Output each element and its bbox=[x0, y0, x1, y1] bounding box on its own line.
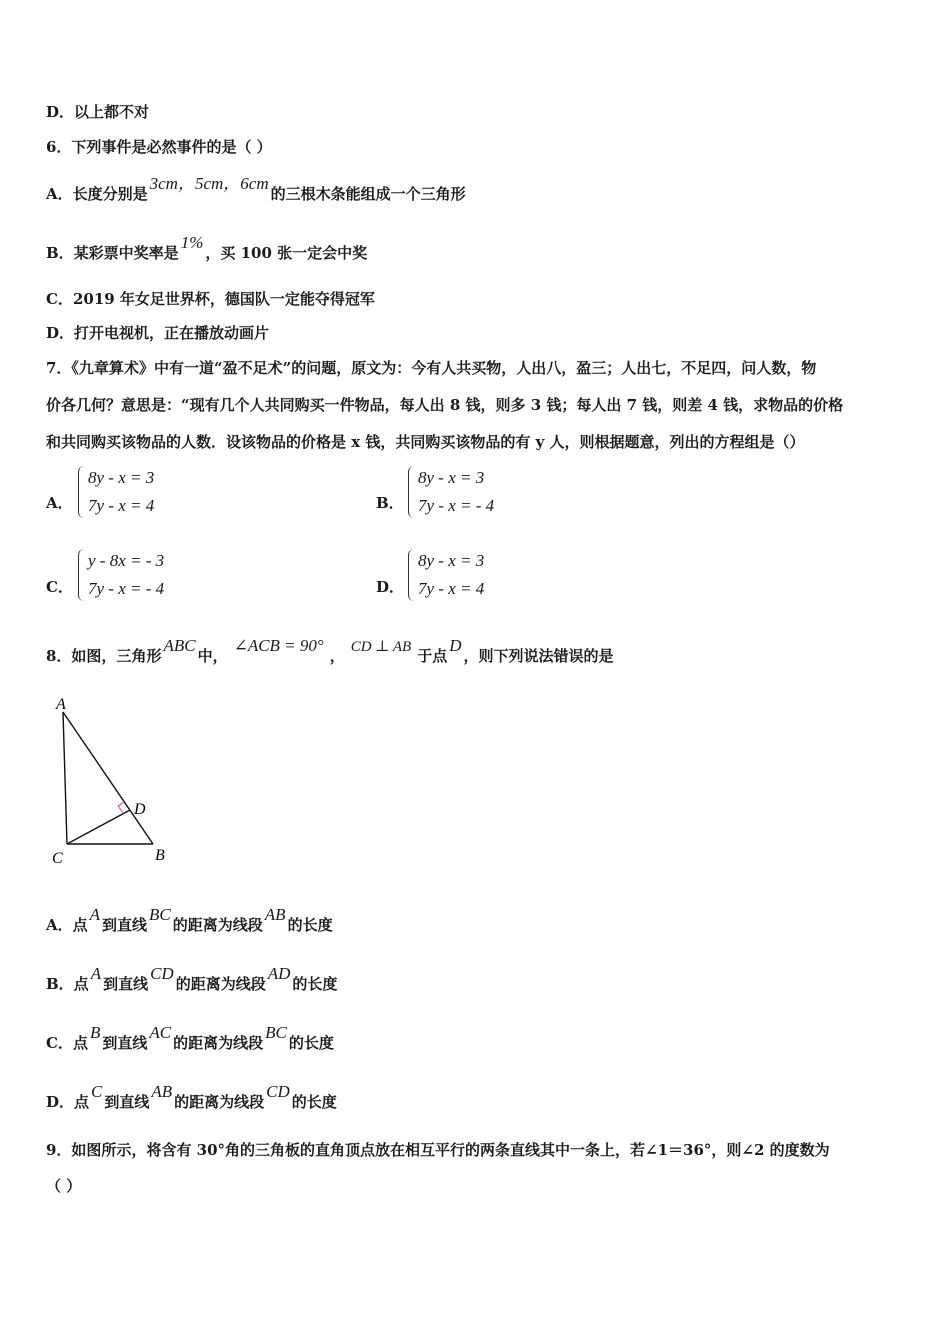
option-label: B．点 bbox=[46, 975, 89, 993]
q6-a-suffix: 的三根木条能组成一个三角形 bbox=[270, 185, 466, 203]
brace-icon bbox=[78, 466, 87, 518]
q8-option-a bbox=[46, 905, 333, 935]
option-segment: BC bbox=[265, 1023, 287, 1042]
q7-option-b-label: B． bbox=[376, 494, 404, 512]
option-point: B bbox=[89, 1023, 101, 1042]
q6-option-a bbox=[46, 174, 466, 204]
q6-b-math: 1% bbox=[180, 233, 204, 252]
option-label: D．点 bbox=[46, 1093, 90, 1111]
option-point: C bbox=[91, 1082, 103, 1101]
q7-option-a-system bbox=[78, 464, 154, 520]
brace-icon bbox=[78, 549, 87, 601]
label-c: C bbox=[52, 850, 63, 867]
option-segment: AB bbox=[264, 905, 286, 924]
q8-stem-part: ， bbox=[329, 647, 345, 665]
equation-2: 7y - x = 4 bbox=[88, 496, 155, 515]
equation-2: 7y - x = 4 bbox=[418, 579, 485, 598]
option-line: BC bbox=[149, 905, 171, 924]
segment-ac bbox=[63, 712, 67, 844]
q8-option-d bbox=[46, 1082, 337, 1112]
q5-option-d: D．以上都不对 bbox=[46, 103, 150, 121]
q7-stem-line1: 7．《九章算术》中有一道“盈不足术”的问题，原文为：今有人共买物，人出八，盈三；人出七，不足四，问人数，物 bbox=[46, 359, 817, 377]
q6-option-b bbox=[46, 233, 368, 263]
q9-stem-line1: 9．如图所示，将含有 30°角的三角板的直角顶点放在相互平行的两条直线其中一条上，若∠1＝36°，则∠2 的度数为 bbox=[46, 1141, 830, 1159]
q6-b-suffix: ，买 100 张一定会中奖 bbox=[205, 244, 368, 262]
q6-a-prefix: A．长度分别是 bbox=[46, 185, 148, 203]
option-text: 到直线 bbox=[102, 1034, 148, 1052]
option-text: 到直线 bbox=[103, 975, 149, 993]
q8-stem-part: 于点 bbox=[417, 647, 448, 665]
q7-option-d-label: D． bbox=[376, 578, 405, 596]
label-a: A bbox=[56, 696, 66, 713]
right-angle-mark-icon bbox=[118, 802, 124, 814]
option-text: 的长度 bbox=[292, 975, 338, 993]
q7-option-b-system bbox=[408, 464, 494, 520]
q8-option-c bbox=[46, 1023, 334, 1053]
q7-stem-line2: 价各几何？意思是：“现有几个人共同购买一件物品，每人出 8 钱，则多 3 钱；每人出 7 钱，则差 4 钱，求物品的价格 bbox=[46, 396, 844, 414]
brace-icon bbox=[408, 466, 417, 518]
option-text: 的距离为线段 bbox=[174, 1093, 265, 1111]
option-point: A bbox=[90, 964, 102, 983]
q7-option-d-system bbox=[408, 547, 484, 603]
q8-stem-math: CD ⊥ AB bbox=[350, 639, 412, 655]
option-text: 的长度 bbox=[288, 1034, 334, 1052]
q8-triangle-figure bbox=[40, 692, 190, 872]
equation-1: 8y - x = 3 bbox=[418, 468, 485, 487]
option-label: C．点 bbox=[46, 1034, 88, 1052]
q8-stem bbox=[46, 636, 614, 667]
segment-cd bbox=[67, 810, 130, 844]
option-text: 的距离为线段 bbox=[175, 975, 266, 993]
option-line: AC bbox=[149, 1023, 172, 1042]
option-point: A bbox=[89, 905, 101, 924]
q8-stem-math: ∠ACB = 90° bbox=[233, 636, 324, 655]
q6-a-math: 3cm，5cm，6cm bbox=[149, 174, 269, 193]
q7-option-a-label: A． bbox=[46, 494, 73, 512]
option-segment: AD bbox=[267, 964, 291, 983]
q8-stem-part: 中， bbox=[197, 647, 228, 665]
q9-stem-line2: （ ） bbox=[46, 1177, 82, 1195]
option-label: A．点 bbox=[46, 916, 88, 934]
q8-stem-math: ABC bbox=[163, 636, 196, 655]
option-text: 到直线 bbox=[102, 916, 148, 934]
option-text: 到直线 bbox=[104, 1093, 150, 1111]
brace-icon bbox=[408, 549, 417, 601]
label-d: D bbox=[134, 801, 146, 818]
q6-option-c: C．2019 年女足世界杯，德国队一定能夺得冠军 bbox=[46, 290, 375, 308]
option-text: 的长度 bbox=[287, 916, 333, 934]
option-text: 的距离为线段 bbox=[173, 1034, 264, 1052]
equation-2: 7y - x = - 4 bbox=[418, 496, 495, 515]
q8-stem-part: 8．如图，三角形 bbox=[46, 647, 162, 665]
equation-1: y - 8x = - 3 bbox=[88, 551, 165, 570]
q8-stem-part: ，则下列说法错误的是 bbox=[463, 647, 614, 665]
q6-option-d: D．打开电视机，正在播放动画片 bbox=[46, 324, 270, 342]
equation-1: 8y - x = 3 bbox=[88, 468, 155, 487]
q7-option-c-system bbox=[78, 547, 164, 603]
equation-1: 8y - x = 3 bbox=[418, 551, 485, 570]
q6-stem: 6．下列事件是必然事件的是（ ） bbox=[46, 138, 272, 156]
option-line: AB bbox=[151, 1082, 173, 1101]
option-text: 的长度 bbox=[291, 1093, 337, 1111]
q6-b-prefix: B．某彩票中奖率是 bbox=[46, 244, 179, 262]
segment-ab bbox=[63, 712, 153, 844]
q7-option-c-label: C． bbox=[46, 578, 73, 596]
q7-stem-line3: 和共同购买该物品的人数．设该物品的价格是 x 钱，共同购买该物品的有 y 人，则根据题意，列出的方程组是（） bbox=[46, 433, 805, 451]
option-segment: CD bbox=[266, 1082, 290, 1101]
option-line: CD bbox=[150, 964, 174, 983]
q8-stem-math: D bbox=[449, 636, 462, 655]
q8-option-b bbox=[46, 964, 338, 994]
label-b: B bbox=[155, 847, 165, 864]
option-text: 的距离为线段 bbox=[172, 916, 263, 934]
equation-2: 7y - x = - 4 bbox=[88, 579, 165, 598]
